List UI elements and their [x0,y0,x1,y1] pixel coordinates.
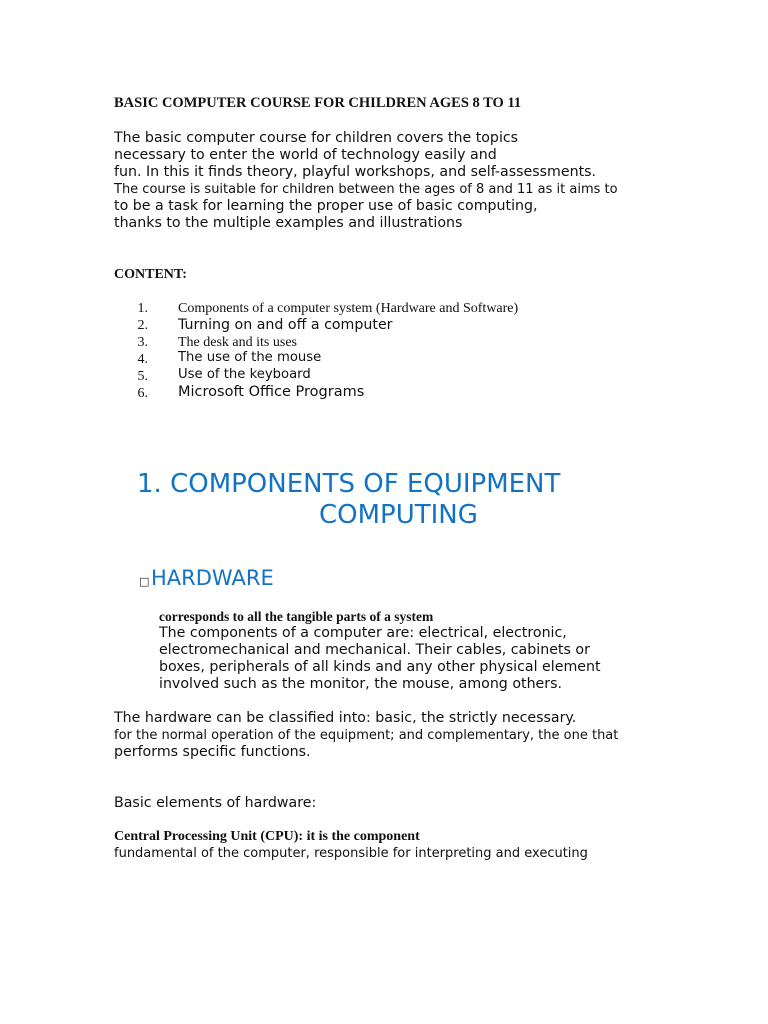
list-item-mouse: The use of the mouse [178,350,322,365]
list-item-office: Microsoft Office Programs [178,384,365,400]
list-number: 5. [137,369,148,384]
list-number: 6. [137,386,148,401]
intro-line-6: thanks to the multiple examples and illustrations [114,215,463,231]
intro-line-1: The basic computer course for children covers the topics [114,130,519,146]
definition-line-1: The components of a computer are: electrical, electronic, [159,625,567,641]
list-item-components: Components of a computer system (Hardware and Software) [178,301,519,316]
list-item-turning-on: Turning on and off a computer [178,317,393,333]
classification-line-3: performs specific functions. [114,744,311,760]
subheading-hardware: HARDWARE [151,566,274,590]
definition-line-3: boxes, peripherals of all kinds and any other physical element [159,659,601,675]
basic-elements-label: Basic elements of hardware: [114,795,317,811]
list-number: 3. [137,335,148,350]
section-heading-line-2: COMPUTING [319,500,478,530]
classification-line-2: for the normal operation of the equipment; and complementary, the one that [114,728,619,743]
section-heading-line-1: 1. COMPONENTS OF EQUIPMENT [137,469,561,499]
list-item-desk: The desk and its uses [178,335,297,350]
cpu-definition-line: fundamental of the computer, responsible for interpreting and executing [114,846,588,861]
intro-line-2: necessary to enter the world of technology easily and [114,147,497,163]
list-number: 4. [137,352,148,367]
intro-line-5: to be a task for learning the proper use of basic computing, [114,198,538,214]
cpu-definition-bold: Central Processing Unit (CPU): it is the component [114,829,420,844]
classification-line-1: The hardware can be classified into: basic, the strictly necessary. [114,710,577,726]
hardware-definition-bold: corresponds to all the tangible parts of a system [159,609,434,624]
document-title: BASIC COMPUTER COURSE FOR CHILDREN AGES 8 TO 11 [114,95,522,111]
box-bullet-icon: □ [139,575,150,588]
intro-line-3: fun. In this it finds theory, playful workshops, and self-assessments. [114,164,597,180]
list-number: 2. [137,318,148,333]
list-number: 1. [137,301,148,316]
definition-line-4: involved such as the monitor, the mouse, among others. [159,676,563,692]
definition-line-2: electromechanical and mechanical. Their cables, cabinets or [159,642,590,658]
list-item-keyboard: Use of the keyboard [178,367,311,382]
content-heading: CONTENT: [114,267,187,282]
intro-line-4: The course is suitable for children between the ages of 8 and 11 as it aims to [114,182,618,197]
